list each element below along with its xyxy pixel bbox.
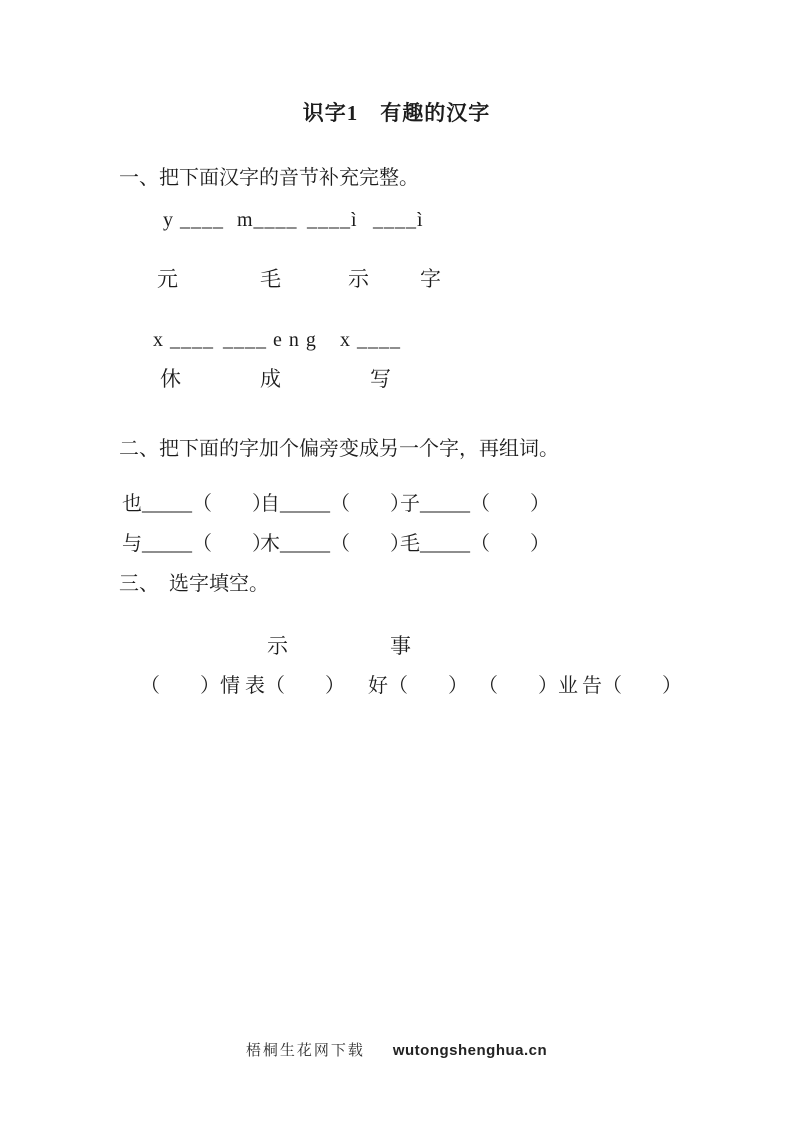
choice-option: 示 <box>267 634 288 658</box>
radical-blank: 木_____（ ） <box>260 533 410 555</box>
pinyin-blank: ____ì <box>307 209 358 231</box>
radical-blank: 毛_____（ ） <box>400 533 550 555</box>
fill-blank: 表（ ） <box>245 675 345 697</box>
hanzi-char: 成 <box>260 367 281 391</box>
footer-site-url: wutongshenghua.cn <box>392 1042 548 1059</box>
fill-blank: （ ）业 <box>478 675 578 697</box>
pinyin-blank: m____ <box>237 209 298 231</box>
pinyin-blank: ____ì <box>373 209 424 231</box>
fill-blank: 好（ ） <box>368 675 468 697</box>
fill-blank: （ ）情 <box>140 675 240 697</box>
page-title: 识字1 有趣的汉字 <box>302 101 491 125</box>
page-footer <box>0 1039 793 1060</box>
hanzi-char: 休 <box>160 367 181 391</box>
choice-option: 事 <box>390 634 411 658</box>
pinyin-blank: ____ e n g <box>223 329 317 351</box>
hanzi-char: 字 <box>420 267 441 291</box>
radical-blank: 与_____（ ） <box>122 533 272 555</box>
fill-blank: 告（ ） <box>582 675 682 697</box>
radical-blank: 自_____（ ） <box>260 493 410 515</box>
radical-blank: 子_____（ ） <box>400 493 550 515</box>
hanzi-char: 元 <box>157 267 178 291</box>
pinyin-blank: x ____ <box>340 329 401 351</box>
hanzi-char: 示 <box>348 267 369 291</box>
hanzi-char: 写 <box>370 367 391 391</box>
pinyin-blank: x ____ <box>153 329 214 351</box>
radical-blank: 也_____（ ） <box>122 493 272 515</box>
hanzi-char: 毛 <box>260 267 281 291</box>
footer-site-name: 梧桐生花网下载 <box>245 1043 365 1059</box>
section-one-heading: 一、把下面汉字的音节补充完整。 <box>119 167 419 189</box>
section-two-heading: 二、把下面的字加个偏旁变成另一个字，再组词。 <box>119 438 559 460</box>
pinyin-blank: y ____ <box>163 209 224 231</box>
section-three-heading: 三、 选字填空。 <box>119 573 269 595</box>
